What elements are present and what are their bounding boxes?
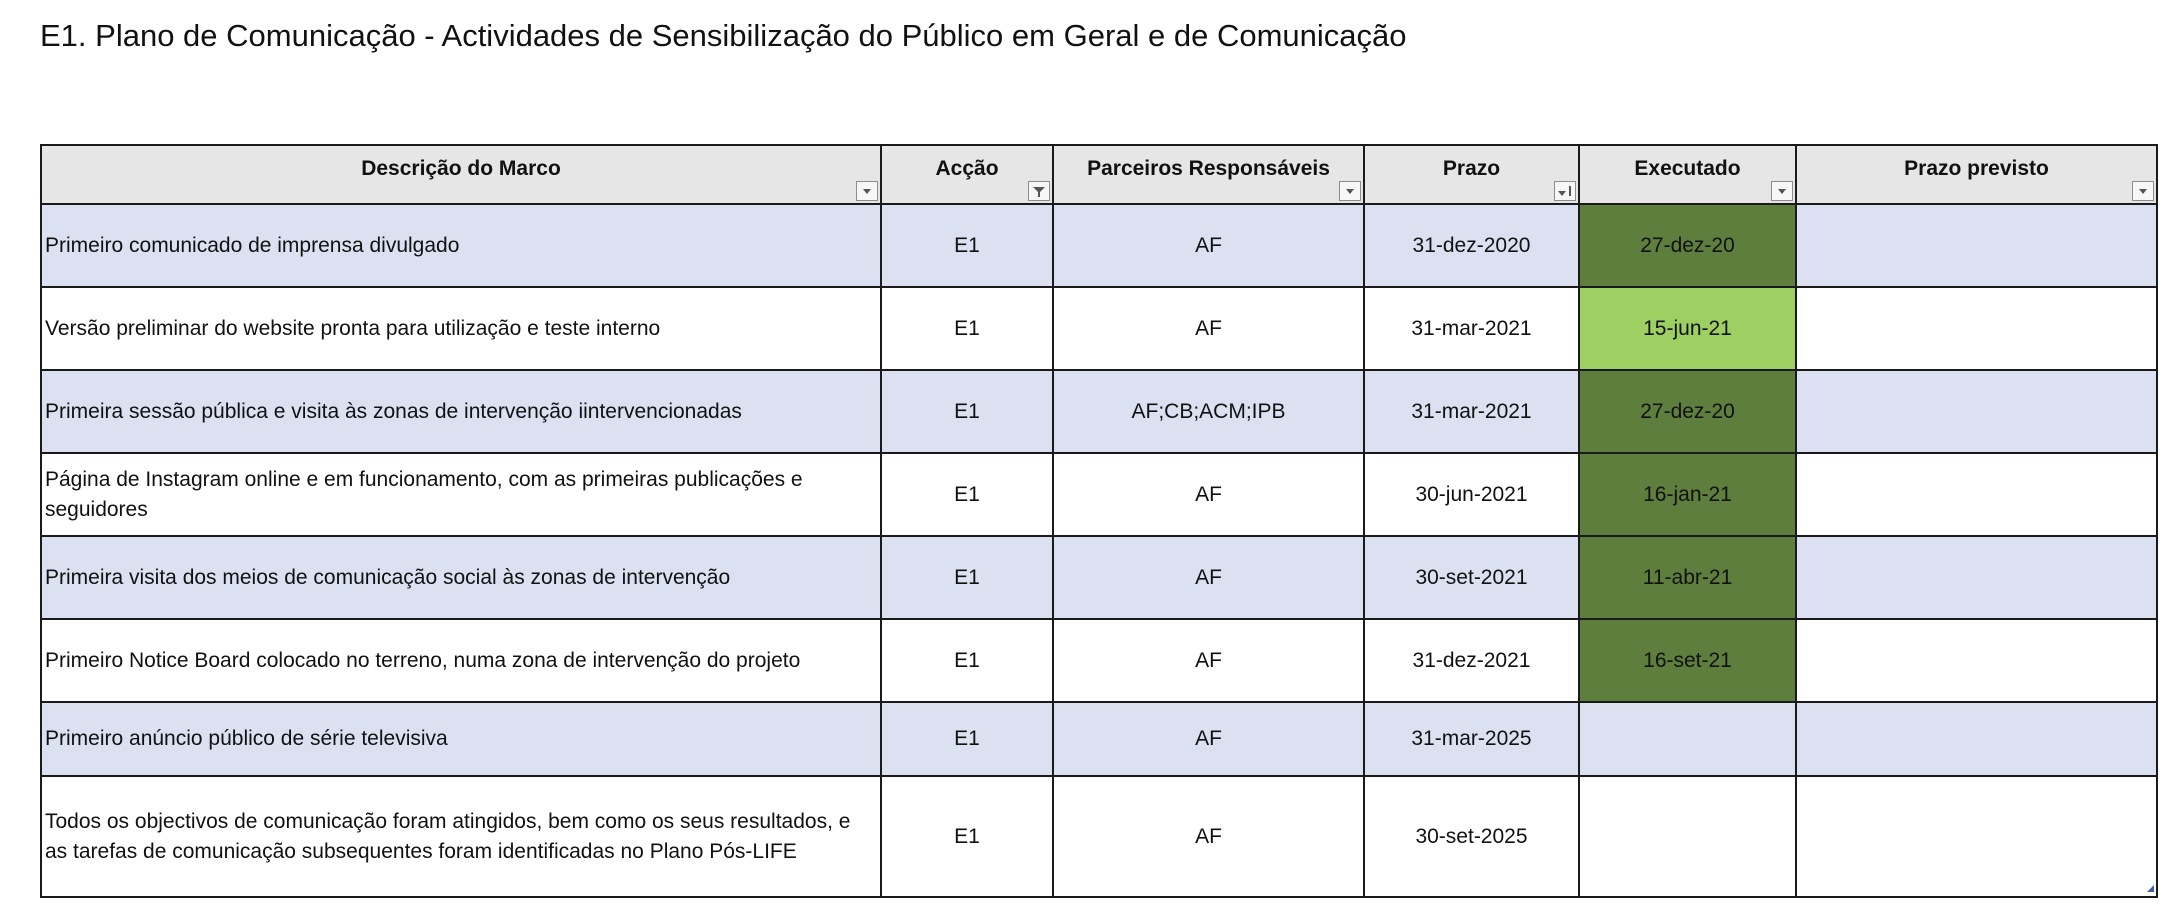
cell-executado[interactable]: 11-abr-21 [1579,536,1796,619]
header-accao [881,145,1053,204]
header-label: Acção [935,156,999,180]
cell-descricao[interactable]: Primeiro anúncio público de série televisiva [41,702,881,776]
sheet-title: E1. Plano de Comunicação - Actividades de Sensibilização do Público em Geral e de Comunicação [40,18,1407,53]
filter-dropdown-icon[interactable] [856,181,878,201]
cell-accao[interactable]: E1 [881,619,1053,702]
cell-prazo-previsto[interactable] [1796,619,2157,702]
cell-parceiros[interactable]: AF [1053,204,1364,287]
cell-executado[interactable]: 15-jun-21 [1579,287,1796,370]
table-row [41,619,2157,702]
cell-executado[interactable] [1579,702,1796,776]
table-row [41,536,2157,619]
cell-parceiros[interactable]: AF [1053,536,1364,619]
cell-parceiros[interactable]: AF [1053,619,1364,702]
header-label: Prazo [1442,156,1501,180]
table-row [41,453,2157,536]
table-row [41,370,2157,453]
cell-parceiros[interactable]: AF [1053,287,1364,370]
cell-accao[interactable]: E1 [881,287,1053,370]
cell-prazo[interactable]: 31-dez-2021 [1364,619,1579,702]
filter-dropdown-icon[interactable] [2132,181,2154,201]
table-row [41,702,2157,776]
cell-prazo-previsto[interactable] [1796,370,2157,453]
filter-dropdown-icon[interactable] [1771,181,1793,201]
table-row [41,204,2157,287]
cell-executado[interactable]: 16-jan-21 [1579,453,1796,536]
cell-executado[interactable]: 27-dez-20 [1579,370,1796,453]
cell-parceiros[interactable]: AF [1053,453,1364,536]
header-descricao [41,145,881,204]
cell-accao[interactable]: E1 [881,453,1053,536]
cell-descricao[interactable]: Versão preliminar do website pronta para utilização e teste interno [41,287,881,370]
cell-accao[interactable]: E1 [881,204,1053,287]
cell-accao[interactable]: E1 [881,702,1053,776]
table-row [41,776,2157,897]
cell-accao[interactable]: E1 [881,536,1053,619]
cell-prazo-previsto[interactable] [1796,204,2157,287]
header-row [41,145,2157,204]
header-parceiros [1053,145,1364,204]
cell-accao[interactable]: E1 [881,370,1053,453]
sort-ascending-icon[interactable] [1554,181,1576,201]
header-label: Prazo previsto [1904,156,2049,180]
cell-descricao[interactable]: Todos os objectivos de comunicação foram atingidos, bem como os seus resultados, e as tarefas de comunicação subsequentes foram identificadas no Plano Pós-LIFE [41,776,881,897]
cell-parceiros[interactable]: AF;CB;ACM;IPB [1053,370,1364,453]
header-label: Descrição do Marco [361,156,561,180]
cell-parceiros[interactable]: AF [1053,702,1364,776]
cell-prazo-previsto[interactable] [1796,702,2157,776]
header-prazo-previsto [1796,145,2157,204]
cell-prazo[interactable]: 30-set-2021 [1364,536,1579,619]
cell-prazo-previsto[interactable] [1796,776,2157,897]
cell-executado[interactable] [1579,776,1796,897]
header-prazo [1364,145,1579,204]
cell-descricao[interactable]: Primeiro comunicado de imprensa divulgado [41,204,881,287]
cell-accao[interactable]: E1 [881,776,1053,897]
cell-prazo-previsto[interactable] [1796,453,2157,536]
cell-descricao[interactable]: Primeiro Notice Board colocado no terreno, numa zona de intervenção do projeto [41,619,881,702]
cell-prazo[interactable]: 30-jun-2021 [1364,453,1579,536]
cell-descricao[interactable]: Primeira sessão pública e visita às zonas de intervenção iintervencionadas [41,370,881,453]
header-label: Parceiros Responsáveis [1087,156,1330,180]
table-resize-handle[interactable] [2147,885,2154,892]
cell-prazo-previsto[interactable] [1796,536,2157,619]
header-executado [1579,145,1796,204]
cell-descricao[interactable]: Página de Instagram online e em funcionamento, com as primeiras publicações e seguidores [41,453,881,536]
cell-prazo[interactable]: 31-mar-2021 [1364,370,1579,453]
filter-funnel-icon[interactable] [1028,181,1050,201]
cell-descricao[interactable]: Primeira visita dos meios de comunicação social às zonas de intervenção [41,536,881,619]
filter-dropdown-icon[interactable] [1339,181,1361,201]
cell-prazo[interactable]: 31-mar-2025 [1364,702,1579,776]
table-row [41,287,2157,370]
cell-prazo[interactable]: 30-set-2025 [1364,776,1579,897]
cell-prazo[interactable]: 31-mar-2021 [1364,287,1579,370]
cell-executado[interactable]: 16-set-21 [1579,619,1796,702]
cell-prazo-previsto[interactable] [1796,287,2157,370]
cell-prazo[interactable]: 31-dez-2020 [1364,204,1579,287]
milestone-table [40,144,2158,898]
cell-executado[interactable]: 27-dez-20 [1579,204,1796,287]
header-label: Executado [1634,156,1741,180]
cell-parceiros[interactable]: AF [1053,776,1364,897]
